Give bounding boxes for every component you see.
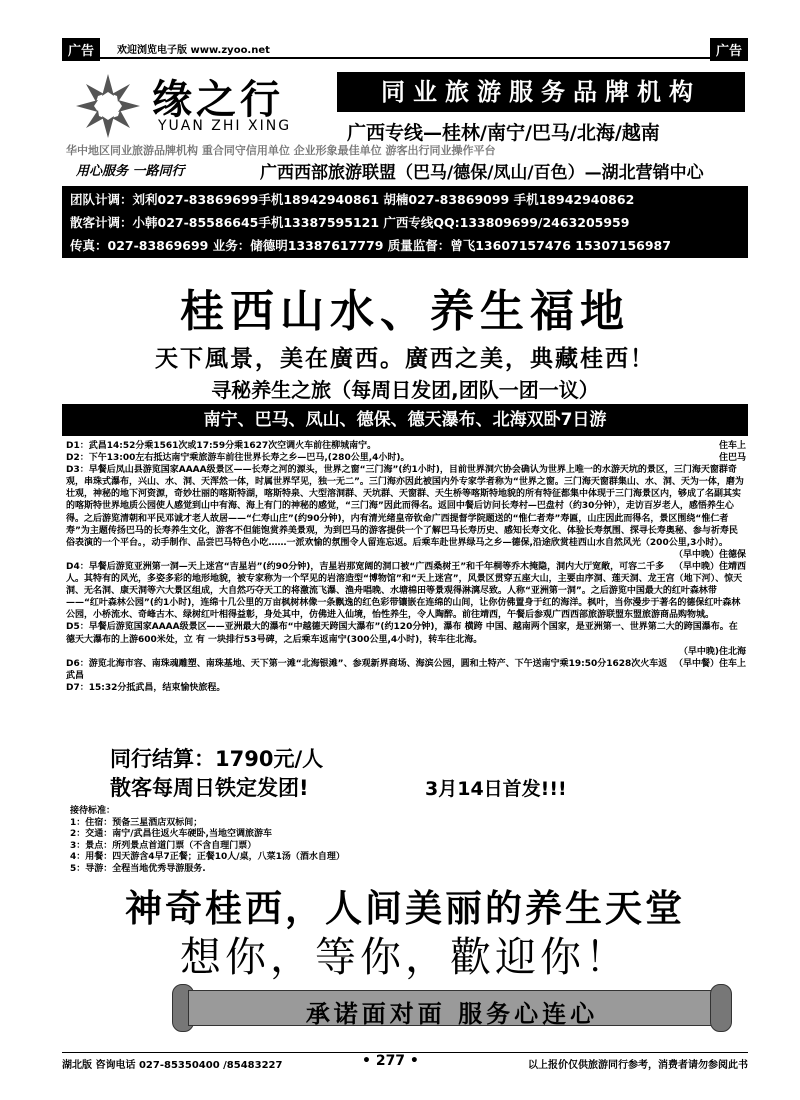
standards-item: 1：住宿：预备三星酒店双标间； — [70, 817, 203, 828]
itinerary-day: （早中晚）住靖西 D4：早餐后游览亚洲第一洞—天上迷宫“吉星岩”(约90分钟)，吉星岩那宽阔的洞口被“广西桑树王”和千年桐等乔木掩隐，洞内大厅宽敞，可容二千多人。其特有的风光，多姿多彩的地形地貌，被专家称为一个罕见的岩溶造型“博物馆”和“天上迷宫”，风景区贯穿五座大山，主要由序洞、莲天洞、龙王宫（地下河）、惊天洞、无名洞、康天洞等六大景区组成，大自然巧夺天工的将激流飞瀑、渔舟唱晚、水塘棉田等景观得淋漓尽致。人称“亚洲第一洞”。之后游览中国最大的红叶森林带——“红叶森林公园”(约1小时)，连绵十几公里的万亩枫树林像一条飘逸的红色彩带镶嵌在连绵的山间，让你仿佛置身于红的海洋。枫叶，当你漫步于著名的德保红叶森林公园，小桥流水、奇峰古木、绿树红叶相得益彰，身处其中，仿佛进入仙境，怡性养生，令人陶醉。前往靖西，午餐后参观广西西部旅游联盟东盟旅游商品购物城。 — [66, 561, 746, 621]
first-departure: 3月14日首发!!! — [425, 778, 567, 800]
itinerary-day: （早中餐）住车上 D6：游览北海市容、南珠魂雕塑、南珠基地、天下第一滩“北海银滩”、参观新界商场、海滨公园，圆和土特产、下午送南宁乘19:50分1628次火车返武昌 — [66, 658, 746, 681]
itinerary-lodging: 住巴马 — [718, 453, 746, 464]
closing-slogan: 神奇桂西，人间美丽的养生天堂 — [125, 886, 685, 930]
contact-block — [62, 186, 748, 258]
logo-chinese: 缘之行 — [152, 76, 284, 123]
departure-line: 散客每周日铁定发团! — [110, 776, 309, 800]
itinerary — [66, 440, 746, 694]
sub-title: 天下風景，美在廣西。廣西之美，典藏桂西！ — [155, 345, 655, 372]
ad-tag-right: 广告 — [710, 38, 748, 61]
banner-text: 承诺面对面 服务心连心 — [305, 1000, 599, 1028]
standards-item: 3：景点：所列景点首道门票（不含自理门票） — [70, 840, 257, 851]
tour-title: 寻秘养生之旅（每周日发团,团队一团一议） — [211, 378, 599, 402]
main-title: 桂西山水、养生福地 — [180, 286, 630, 337]
itinerary-day — [66, 646, 746, 658]
itinerary-day: D5：早餐后游览国家AAAA级景区——亚洲最大的瀑布“中越德天跨国大瀑布”(约120分钟)，瀑布 横跨 中国、越南两个国家，是亚洲第一、世界第二大的跨国瀑布。在德天大瀑布的上游600米处，立 有 一块排行53号碑，之后乘车返南宁(300公里,4小时)，转车往北海。 — [66, 622, 738, 645]
route-banner: 南宁、巴马、凤山、德保、德天瀑布、北海双卧7日游 — [62, 404, 748, 436]
welcome-slogan: 想你，等你，歡迎你！ — [180, 933, 630, 981]
price-line: 同行结算：1790元/人 — [110, 747, 324, 771]
welcome-text: 欢迎浏览电子版 www.zyoo.net — [117, 45, 270, 56]
contact-line: 团队计调：刘利027-83869699手机18942940861 胡楠027-83869099 手机18942940862 — [70, 192, 635, 207]
footer-disclaimer: 以上报价仅供旅游同行参考，消费者请勿参阅此书 — [528, 1060, 748, 1071]
ad-tag-left: 广告 — [62, 38, 100, 61]
star-logo-icon — [74, 72, 142, 140]
alliance-line: 广西西部旅游联盟（巴马/德保/凤山/百色）—湖北营销中心 — [260, 163, 704, 183]
logo-area — [62, 64, 748, 184]
itinerary-day: D3：早餐后凤山县游览国家AAAA级景区——长寿之河的源头，世界之窗“三门海”(约1小时)，目前世界洞穴协会确认为世界上唯一的水游天坑的景区，三门海天窗群奇观，串珠式瀑布，兴山、水、洞、天浑然一体，时属世界罕见，独一无二”。三门海亦因此被国内外专家学者称为“世界之窗。三门海天窗群集山、水、洞、天为一体，磨为壮观，神秘的地下河资源，奇妙壮丽的喀斯特湖，喀斯特泉、大型溶洞群、天坑群、天窗群、天生桥等喀斯特地貌的所有特征都集中体现于三门海景区内，够成了名副其实的喀斯特世界地质公园使人感觉到山中有海、海上有门的神秘的感觉，“三门海”因此而得名。返回中餐后访问长寿村—巴盘村（约30分钟），走访百岁老人，感悟养生心得。之后游览清朝和平民邓诚才老人故居——“仁寿山庄”(约90分钟)，内有清光绪皇帝钦命广西提督学院题送的“惟仁者寿”寿匾，山庄因此而得名，景区围绕“惟仁者寿”为主题传扬巴马的长寿养生文化，游客不但能饱赏养美景观，为到巴马的游客提供一个了解巴马长寿历史、感知长寿文化、体验长寿氛围、探寻长寿奥秘、参与祈寿民俗表演的一个平台。，动手制作、品尝巴马特色小吃……一派欢愉的氛围令人留连忘返。后乘车赴世界绿马之乡—德保,沿途欣赏桂西山水自然风光（200公里,3小时）。 — [66, 465, 744, 548]
logo-english: YUAN ZHI XING — [158, 118, 292, 134]
itinerary-lodging: 住车上 — [718, 441, 746, 451]
gray-tagline: 华中地区同业旅游品牌机构 重合同守信用单位 企业形象最佳单位 游客出行同业操作平台 — [66, 144, 496, 157]
standards-item: 2：交通：南宁/武昌往返火车硬卧,当地空调旅游车 — [70, 829, 272, 839]
itinerary-lodging: （早中餐）住车上 — [673, 658, 746, 669]
itinerary-day: 住车上 D1：武昌14:52分乘1561次或17:59分乘1627次空调火车前往柳城南宁。 — [66, 441, 746, 451]
itinerary-day — [66, 549, 746, 561]
itinerary-lodging: （早中晚）住德保 — [673, 549, 746, 560]
page-number: • 277 • — [362, 1053, 419, 1069]
standards-title: 接待标准： — [70, 806, 116, 816]
standards-item: 4：用餐：四天游含4早7正餐；正餐10人/桌，八菜1汤（酒水自理） — [70, 852, 345, 862]
slogan: 用心服务 一路同行 — [76, 164, 185, 179]
footer-phone: 湖北版 咨询电话 027-85350400 /85483227 — [62, 1060, 283, 1071]
itinerary-lodging: （早中晚)住北海 — [678, 646, 746, 657]
guangxi-line: 广西专线—桂林/南宁/巴马/北海/越南 — [347, 122, 660, 144]
top-bar — [62, 38, 748, 58]
itinerary-day: D7：15:32分抵武昌，结束愉快旅程。 — [66, 682, 226, 693]
scroll-banner — [172, 984, 732, 1030]
itinerary-day: 住巴马 D2：下午13:00左右抵达南宁乘旅游车前往世界长寿之乡—巴马,(280公里,4小时)。 — [66, 453, 746, 464]
itinerary-lodging: （早中晚）住靖西 — [673, 561, 746, 572]
brand-banner: 同业旅游服务品牌机构 — [337, 72, 745, 112]
service-standards — [70, 806, 345, 875]
standards-item: 5：导游：全程当地优秀导游服务. — [70, 863, 206, 874]
contact-line: 散客计调：小韩027-85586645手机13387595121 广西专线QQ:133809699/2463205959 — [70, 215, 630, 230]
contact-line: 传真：027-83869699 业务：储德明13387617779 质量监督：曾飞13607157476 15307156987 — [70, 238, 671, 253]
top-divider — [62, 57, 748, 59]
